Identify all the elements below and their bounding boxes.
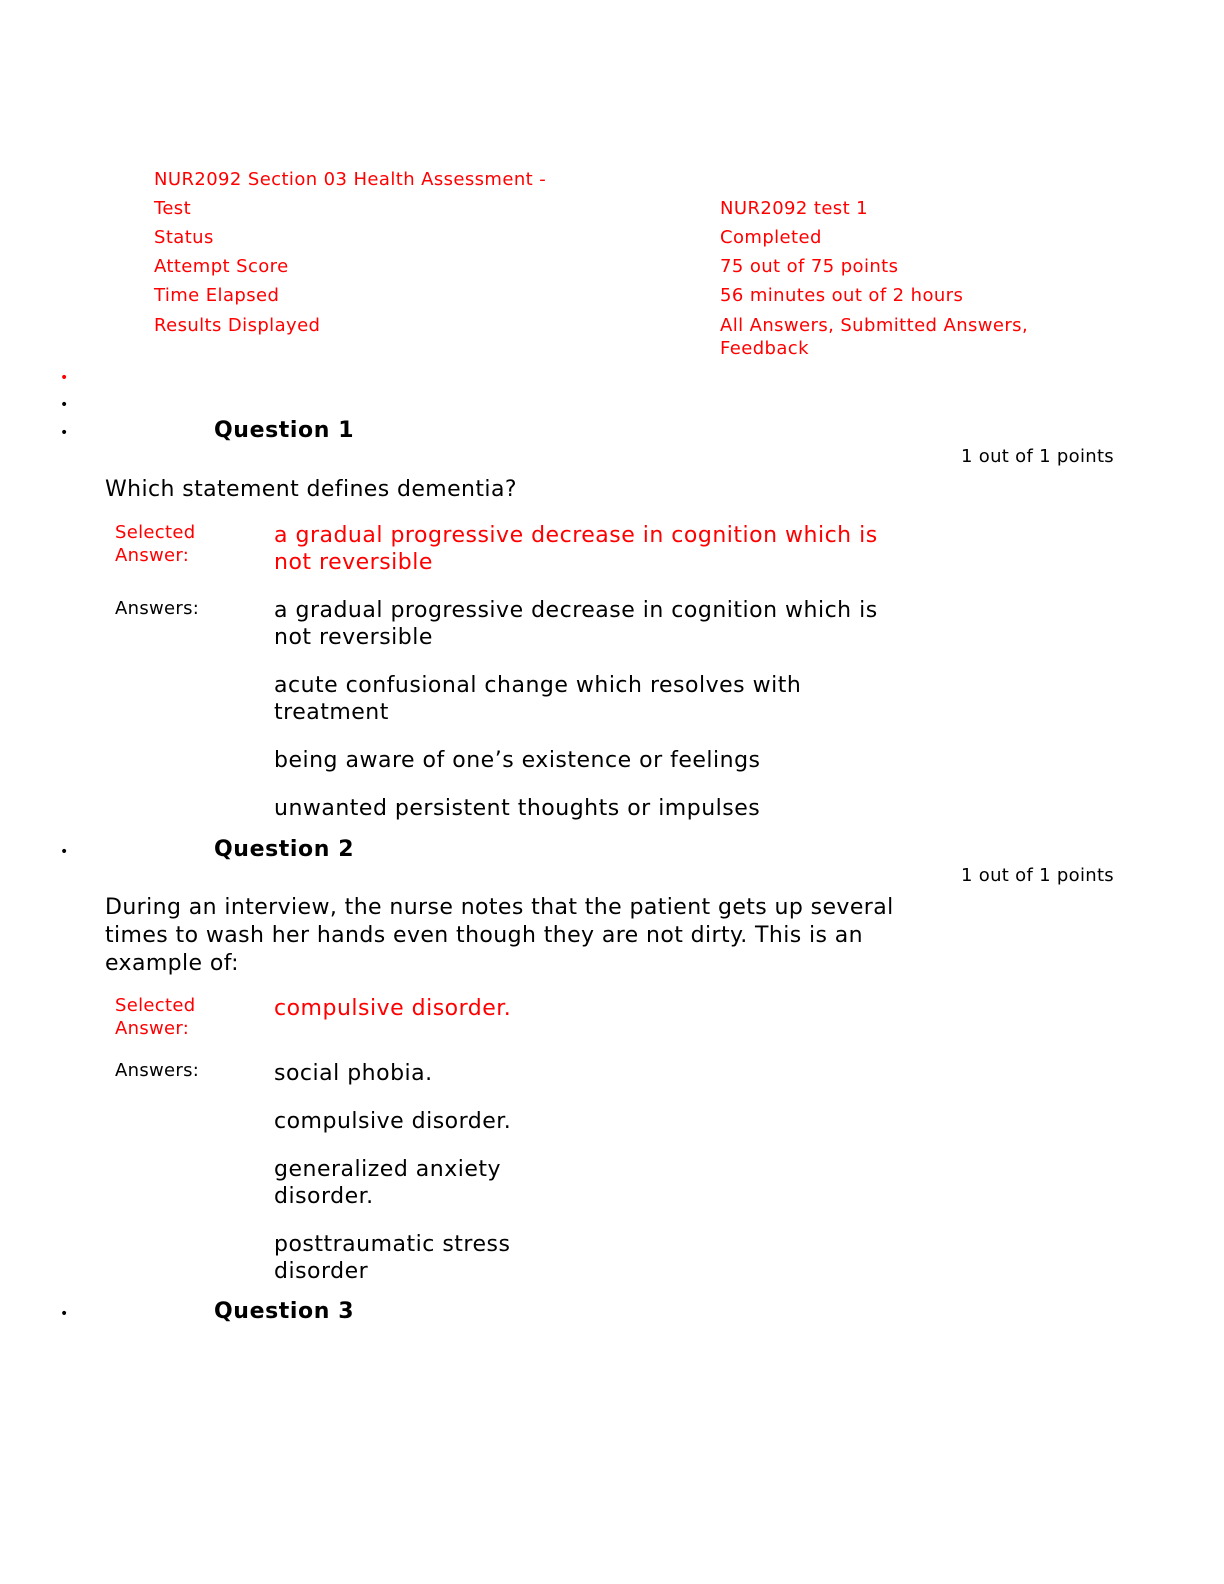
selected-answer-label: Selected Answer: (115, 995, 196, 1039)
question-2-answer-option: social phobia. (274, 1061, 433, 1086)
question-3-title: Question 3 (214, 1299, 355, 1324)
header-value-time-elapsed: 56 minutes out of 2 hours (720, 285, 964, 306)
header-label-attempt-score: Attempt Score (154, 256, 289, 277)
header-value-results-displayed: All Answers, Submitted Answers, Feedback (720, 315, 1029, 359)
question-2-text: During an interview, the nurse notes that the patient gets up several times to wash her hands even though they are not dirty. This is an example of: (105, 895, 894, 976)
answers-label: Answers: (115, 1060, 200, 1081)
header-value-attempt-score: 75 out of 75 points (720, 256, 899, 277)
header-value-test: NUR2092 test 1 (720, 198, 869, 219)
header-label-status: Status (154, 227, 214, 248)
course-title: NUR2092 Section 03 Health Assessment - (154, 169, 547, 190)
question-1-answer-option: being aware of one’s existence or feelings (274, 748, 761, 773)
question-1-answer-option: unwanted persistent thoughts or impulses (274, 796, 761, 821)
question-1-answer-option: a gradual progressive decrease in cognition which is not reversible (274, 598, 878, 650)
header-label-time-elapsed: Time Elapsed (154, 285, 280, 306)
header-value-status: Completed (720, 227, 822, 248)
question-1-title: Question 1 (214, 418, 355, 443)
question-2-answer-option: posttraumatic stress disorder (274, 1232, 511, 1284)
header-label-test: Test (154, 198, 192, 219)
question-1-answer-option: acute confusional change which resolves with treatment (274, 673, 802, 725)
answers-label: Answers: (115, 598, 200, 619)
question-bullet: • (60, 425, 69, 441)
question-2-answer-option: compulsive disorder. (274, 1109, 512, 1134)
question-bullet: • (60, 1306, 69, 1322)
selected-answer-label: Selected Answer: (115, 522, 196, 566)
question-1-text: Which statement defines dementia? (105, 477, 517, 502)
question-2-title: Question 2 (214, 837, 355, 862)
question-bullet: • (60, 844, 69, 860)
list-bullet: • (60, 397, 69, 413)
question-2-selected-answer: compulsive disorder. (274, 996, 512, 1021)
question-1-selected-answer: a gradual progressive decrease in cognition which is not reversible (274, 523, 878, 575)
question-2-answer-option: generalized anxiety disorder. (274, 1157, 502, 1209)
question-1-points: 1 out of 1 points (960, 446, 1114, 467)
header-label-results-displayed: Results Displayed (154, 315, 321, 336)
list-bullet: • (60, 370, 69, 386)
question-2-points: 1 out of 1 points (960, 865, 1114, 886)
